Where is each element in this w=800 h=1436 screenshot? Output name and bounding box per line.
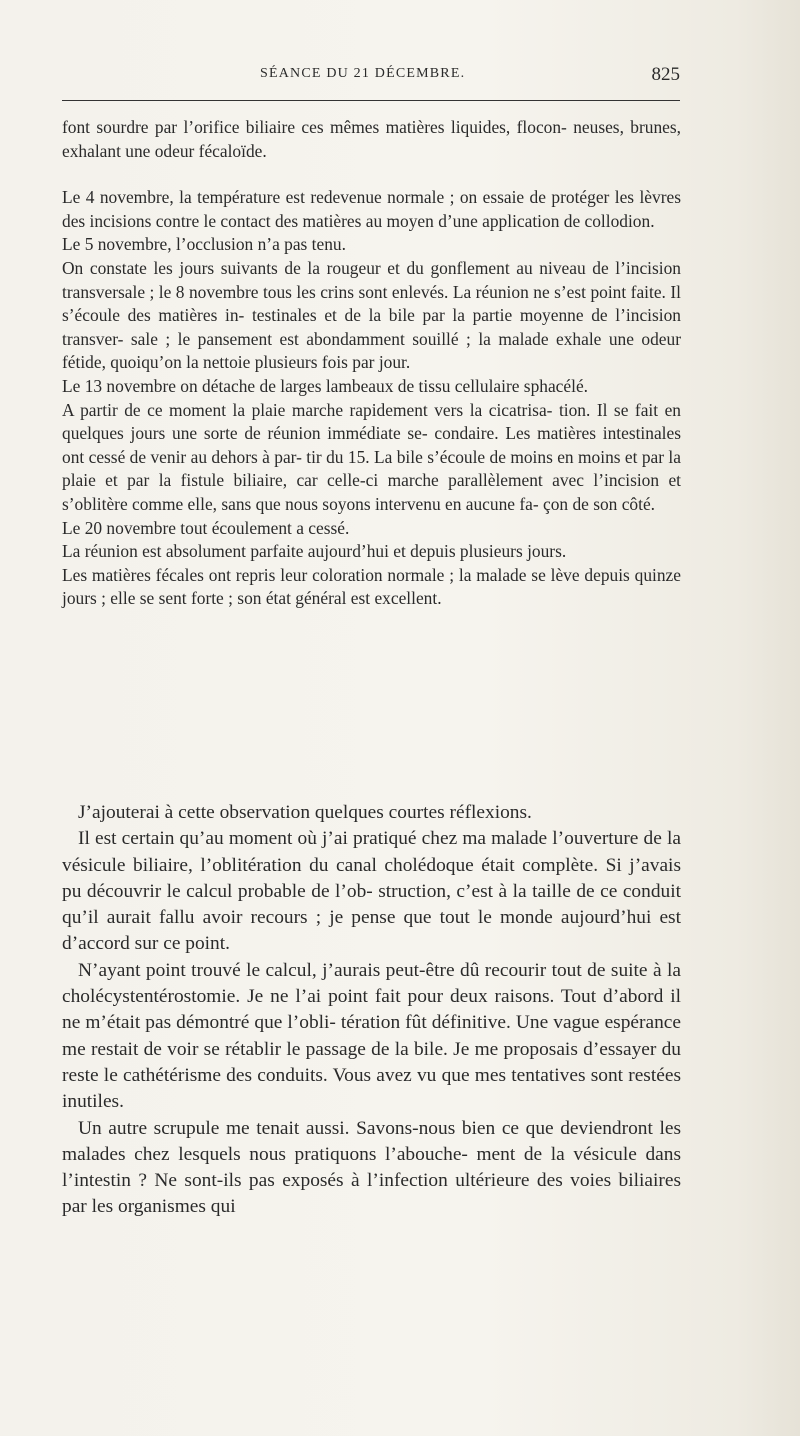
observation-text (62, 116, 681, 611)
paragraph: J’ajouterai à cette observation quelques courtes réflexions. (78, 802, 532, 823)
paragraph: On constate les jours suivants de la rougeur et du gonflement au niveau de l’incision transversale ; le 8 novembre tous les crins sont enlevés. La réunion ne s’est point faite. Il s’écoule des matières in- testinales et de la bile par la partie moyenne de l’incision transver- sale ; le pansement est abondamment souillé ; la malade exhale une odeur fétide, quoiqu’on la nettoie plusieurs fois par jour. (62, 257, 681, 373)
header-rule (62, 100, 680, 101)
paragraph: Le 4 novembre, la température est redevenue normale ; on essaie de protéger les lèvres des incisions contre le contact des matières au moyen d’une application de collodion. (62, 187, 681, 231)
paragraph: font sourdre par l’orifice biliaire ces mêmes matières liquides, flocon- neuses, brunes, exhalant une odeur fécaloïde. (62, 117, 681, 161)
paragraph: Le 20 novembre tout écoulement a cessé. (62, 517, 350, 538)
paragraph: N’ayant point trouvé le calcul, j’aurais peut-être dû recourir tout de suite à la cholécystentérostomie. Je ne l’ai point fait pour deux raisons. Tout d’abord il ne m’était pas démontré que l’obli- tération fût définitive. Une vague espérance me restait de voir se rétablir le passage de la bile. Je me proposais d’essayer du reste le cathétérisme des conduits. Vous avez vu que mes tentatives sont restées inutiles. (62, 959, 681, 1113)
page-header (62, 66, 680, 90)
paragraph: A partir de ce moment la plaie marche rapidement vers la cicatrisa- tion. Il se fait en quelques jours une sorte de réunion immédiate se- condaire. Les matières intestinales ont cessé de venir au dehors à par- tir du 15. La bile s’écoule de moins en moins et par la plaie et par la fistule biliaire, car celle-ci marche parallèlement avec l’incision et s’oblitère comme elle, sans que nous soyons intervenu en aucune fa- çon de son côté. (62, 399, 681, 514)
remarks-text (62, 800, 681, 1221)
paragraph: Il est certain qu’au moment où j’ai pratiqué chez ma malade l’ouverture de la vésicule biliaire, l’oblitération du canal cholédoque était complète. Si j’avais pu découvrir le calcul probable de l’ob- struction, c’est à la taille de ce conduit qu’il aurait fallu avoir recours ; je pense que tout le monde aujourd’hui est d’accord sur ce point. (62, 828, 681, 955)
paragraph: La réunion est absolument parfaite aujourd’hui et depuis plusieurs jours. (62, 541, 567, 562)
paragraph: Un autre scrupule me tenait aussi. Savons-nous bien ce que deviendront les malades chez lesquels nous pratiquons l’abouche- ment de la vésicule dans l’intestin ? Ne sont-ils pas exposés à l’infection ultérieure des voies biliaires par les organismes qui (62, 1117, 681, 1218)
running-head: SÉANCE DU 21 DÉCEMBRE. (260, 66, 466, 81)
paragraph: Le 5 novembre, l’occlusion n’a pas tenu. (62, 234, 346, 255)
page-number: 825 (651, 64, 680, 85)
paragraph: Les matières fécales ont repris leur coloration normale ; la malade se lève depuis quinze jours ; elle se sent forte ; son état général est excellent. (62, 564, 681, 609)
paragraph: Le 13 novembre on détache de larges lambeaux de tissu cellulaire sphacélé. (62, 375, 589, 396)
